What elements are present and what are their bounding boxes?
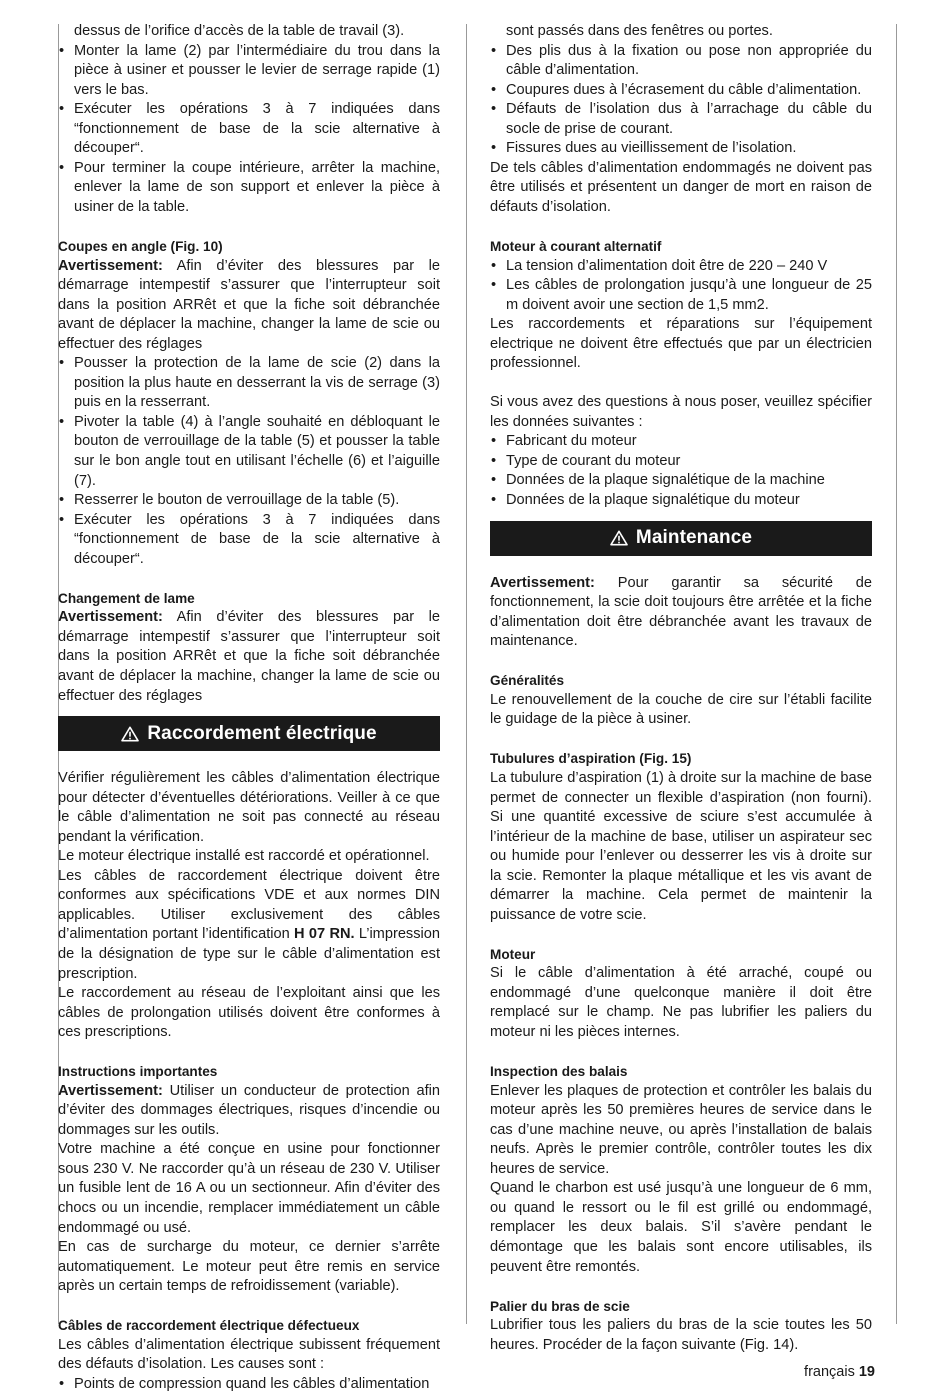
list-item xyxy=(58,100,440,159)
list-item-text: Pour terminer la coupe intérieure, arrêter la machine, enlever la lame de son support et enlever la pièce à usiner de la table. xyxy=(74,159,440,215)
list-item-text: Les câbles de prolongation jusqu’à une longueur de 25 m doivent avoir une section de 1,5 mm2. xyxy=(506,277,872,313)
page-number: 19 xyxy=(858,1364,875,1380)
section-heading: Généralités xyxy=(490,673,565,689)
list-item-text: Des plis dus à la fixation ou pose non appropriée du câble d’alimentation. xyxy=(506,42,872,79)
questions-list xyxy=(490,432,872,510)
cable-code: H 07 RN. xyxy=(294,926,355,943)
list-item-text: Exécuter les opérations 3 à 7 indiquées dans “fonctionnement de base de la scie alternative à découper“. xyxy=(74,511,440,567)
list-item-text: Données de la plaque signalétique du moteur xyxy=(506,492,800,509)
list-item xyxy=(490,471,872,491)
warning-label: Avertissement: xyxy=(58,609,163,626)
list-item xyxy=(58,413,440,491)
list-item xyxy=(490,491,872,511)
list-item-text: Fissures dues au vieillissement de l’isolation. xyxy=(506,140,797,157)
section-heading: Instructions importantes xyxy=(58,1064,218,1080)
list-item-text: Points de compression quand les câbles d’alimentation xyxy=(74,1375,430,1392)
warning-triangle-icon xyxy=(121,726,139,742)
paragraph: Si vous avez des questions à nous poser, veuillez spécifier les données suivantes : xyxy=(490,394,872,430)
paragraph: Le raccordement au réseau de l’exploitant ainsi que les câbles de prolongation utilisés doivent être conformes à ces prescriptions. xyxy=(58,985,440,1041)
list-item-text: Défauts de l’isolation dus à l’arrachage du câble du socle de prise de courant. xyxy=(506,101,872,137)
paragraph: Si le câble d’alimentation à été arraché, coupé ou endommagé d’une quelconque manière il doit être remplacé sur le champ. Ne pas lubrifier les paliers du moteur ni les pièces internes. xyxy=(490,965,872,1041)
column-rule-center xyxy=(466,24,467,1324)
text-span: Les câbles de raccordement électrique doivent être conformes aux spécifications VDE et aux normes DIN applicables. Utiliser exclusivement des câbles d’alimentation portant l’identification xyxy=(58,867,440,943)
warning-paragraph xyxy=(490,574,872,652)
intro-list xyxy=(58,22,440,217)
paragraph: Enlever les plaques de protection et contrôler les balais du moteur après les 50 premières heures de service dans le cas d’une machine neuve, ou après l’installation de balais neufs. Après le premier contrôle, contrôler toutes les dix heures de service. xyxy=(490,1082,872,1177)
warning-text: Utiliser un conducteur de protection afin d’éviter des dommages électriques, risques d’incendie ou dommages sur les outils. xyxy=(58,1082,440,1138)
list-item xyxy=(490,81,872,101)
section-heading: Changement de lame xyxy=(58,590,195,606)
coupes-list xyxy=(58,354,440,569)
list-item-text: dessus de l’orifice d’accès de la table de travail (3). xyxy=(74,23,405,39)
paragraph: En cas de surcharge du moteur, ce dernier s’arrête automatiquement. Le moteur peut être remis en service après un certain temps de refroidissement (variable). xyxy=(58,1239,440,1295)
banner-title: Maintenance xyxy=(635,527,753,549)
list-item xyxy=(490,276,872,315)
list-item-text: Type de courant du moteur xyxy=(506,452,681,469)
section-heading: Coupes en angle (Fig. 10) xyxy=(58,238,223,254)
left-column xyxy=(58,22,440,1394)
paragraph: Les raccordements et réparations sur l’équipement electrique ne doivent être effectués que par un électricien professionnel. xyxy=(490,316,872,372)
paragraph xyxy=(58,867,440,984)
list-item xyxy=(490,100,872,139)
page-footer xyxy=(804,1364,875,1380)
section-heading: Palier du bras de scie xyxy=(490,1298,630,1314)
list-item-text: Resserrer le bouton de verrouillage de la table (5). xyxy=(74,492,400,509)
paragraph: Quand le charbon est usé jusqu’à une longueur de 6 mm, ou quand le ressort ou le fil est grillé ou endommagé, remplacer les deux balais. S’il s’avère pendant le démontage que les balais sont encore utilisables, ils peuvent être remontés. xyxy=(490,1180,872,1275)
list-item xyxy=(58,491,440,511)
cables-list xyxy=(58,1375,440,1394)
paragraph: Le renouvellement de la couche de cire sur l’établi facilite le guidage de la pièce à usiner. xyxy=(490,691,872,728)
warning-text: Pour garantir sa sécurité de fonctionnement, la scie doit toujours être arrêtée et la fiche d’alimentation doit être débranchée avant les travaux de maintenance. xyxy=(490,574,872,650)
section-heading: Tubulures d’aspiration (Fig. 15) xyxy=(490,751,692,767)
list-item-text: Coupures dues à l’écrasement du câble d’alimentation. xyxy=(506,81,862,98)
warning-label: Avertissement: xyxy=(58,257,163,274)
column-rule-right xyxy=(896,24,897,1324)
list-item-text: Monter la lame (2) par l’intermédiaire du trou dans la pièce à usiner et pousser le levier de serrage rapide (1) vers le bas. xyxy=(74,42,440,98)
paragraph: Votre machine a été conçue en usine pour fonctionner sous 230 V. Ne raccorder qu’à un réseau de 230 V. Utiliser un fusible lent de 16 A ou un sectionneur. Afin d’éviter des chocs ou un incendie, remplacer immédiatement un câble endommagé ou usé. xyxy=(58,1141,440,1236)
footer-language: français xyxy=(804,1364,855,1380)
section-banner-maintenance xyxy=(490,521,872,556)
list-item-text: Exécuter les opérations 3 à 7 indiquées dans “fonctionnement de base de la scie alternative à découper“. xyxy=(74,101,440,157)
list-item-text: Pivoter la table (4) à l’angle souhaité en débloquant le bouton de verrouillage de la table (5) et pousser la table sur le bon angle tout en utilisant l’échelle (6) et l’aiguille (7). xyxy=(74,413,440,489)
list-item xyxy=(490,42,872,81)
paragraph: Vérifier régulièrement les câbles d’alimentation électrique pour détecter d’éventuelles détériorations. Veiller à ce que le câble d’alimentation ne soit pas connecté au réseau pendant la vérification. xyxy=(58,770,440,845)
warning-paragraph xyxy=(58,1082,440,1141)
list-item xyxy=(58,354,440,413)
section-heading: Câbles de raccordement électrique défectueux xyxy=(58,1318,360,1334)
list-item-text: Données de la plaque signalétique de la machine xyxy=(506,472,825,489)
warning-label: Avertissement: xyxy=(490,574,595,591)
section-banner-raccordement xyxy=(58,716,440,751)
right-column xyxy=(490,22,872,1355)
list-item xyxy=(58,42,440,101)
warning-triangle-icon xyxy=(610,530,628,546)
list-item-text: sont passés dans des fenêtres ou portes. xyxy=(506,23,773,39)
paragraph: Les câbles d’alimentation électrique subissent fréquement des défauts d’isolation. Les causes sont : xyxy=(58,1336,440,1373)
list-item xyxy=(58,159,440,218)
causes-list xyxy=(490,22,872,159)
list-item-text: Fabricant du moteur xyxy=(506,433,637,450)
paragraph: La tubulure d’aspiration (1) à droite sur la machine de base permet de connecter un flexible d’aspiration (non fourni). Si une quantité excessive de sciure s’est accumulée à l’intérieur de la machine de base, utiliser un aspirateur sec ou humide pour l’enlever ou desserrer les vis à droite sur la scie. Remonter la plaque métallique et les vis avant de démarrer la machine. Cela permet de maintenir la puissance de votre scie. xyxy=(490,769,872,923)
warning-paragraph xyxy=(58,608,440,706)
list-item xyxy=(490,432,872,452)
list-item-continued xyxy=(490,22,872,42)
list-item xyxy=(58,22,440,42)
moteur-ac-list xyxy=(490,257,872,316)
paragraph: Lubrifier tous les paliers du bras de la scie toutes les 50 heures. Procéder de la façon suivante (Fig. 14). xyxy=(490,1317,872,1353)
text-span: L’impression de la désignation de type sur le câble d’alimentation est prescription. xyxy=(58,926,441,982)
warning-text: Afin d’éviter des blessures par le démarrage intempestif s’assurer que l’interrupteur soit dans la position ARRêt et que la fiche soit débranchée avant de déplacer la machine, changer la lame de scie ou effectuer des réglages xyxy=(58,257,440,352)
section-heading: Moteur à courant alternatif xyxy=(490,238,662,254)
paragraph: Le moteur électrique installé est raccordé et opérationnel. xyxy=(58,848,430,865)
section-heading: Moteur xyxy=(490,946,536,962)
warning-label: Avertissement: xyxy=(58,1082,163,1099)
list-item xyxy=(490,452,872,472)
list-item-text: Pousser la protection de la lame de scie (2) dans la position la plus haute en desserrant la vis de serrage (3) puis en la resserrant. xyxy=(74,355,440,411)
list-item xyxy=(58,1375,440,1394)
paragraph: De tels câbles d’alimentation endommagés ne doivent pas être utilisés et présentent un danger de mort en raison de défauts d’isolation. xyxy=(490,159,872,215)
section-heading: Inspection des balais xyxy=(490,1064,628,1080)
warning-text: Afin d’éviter des blessures par le démarrage intempestif s’assurer que l’interrupteur soit dans la position ARRêt et que la fiche soit débranchée avant de déplacer la machine, changer la lame de scie ou effectuer des réglages xyxy=(58,609,440,704)
list-item xyxy=(58,511,440,570)
list-item xyxy=(490,257,872,277)
warning-paragraph xyxy=(58,257,440,355)
list-item-text: La tension d’alimentation doit être de 220 – 240 V xyxy=(506,257,828,274)
list-item xyxy=(490,139,872,159)
banner-title: Raccordement électrique xyxy=(147,722,377,744)
